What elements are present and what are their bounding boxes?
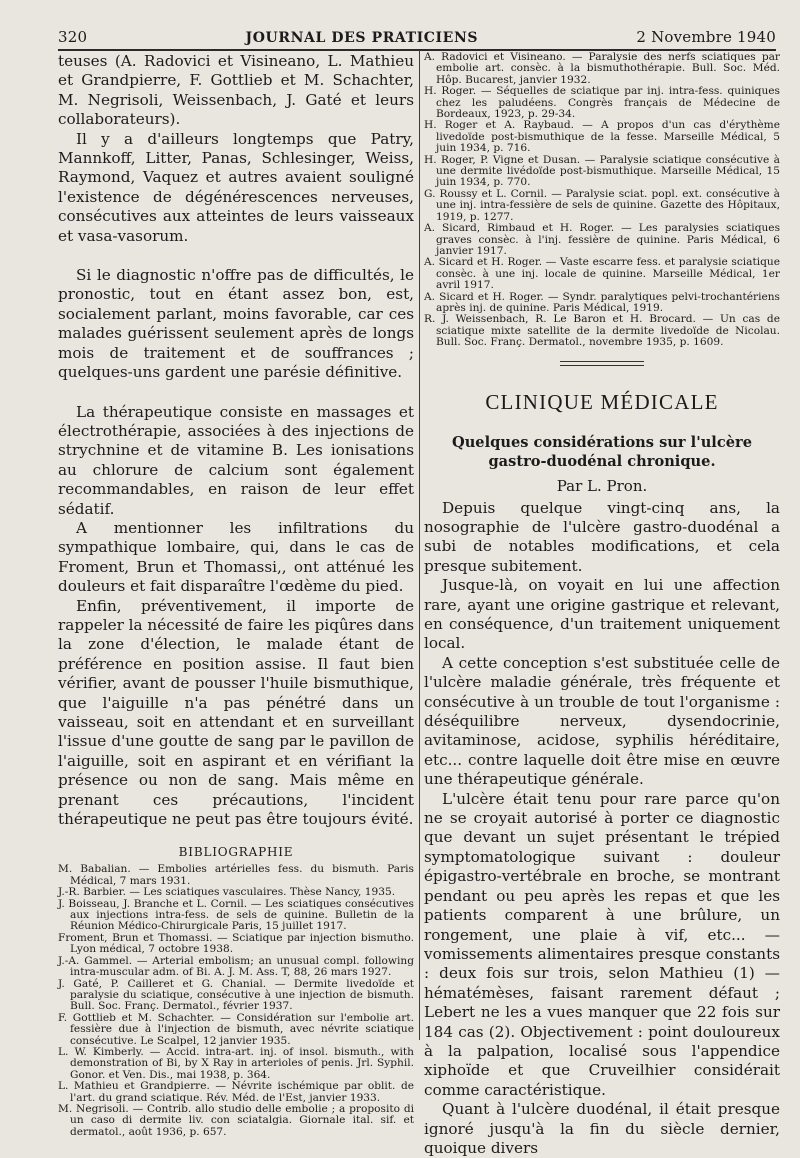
paragraph: teuses (A. Radovici et Visineano, L. Mathieu et Grandpierre, F. Gottlieb et M. Schachter, M. Negrisoli, Weissenbach, J. Gaté et leurs collaborateurs).	[58, 52, 414, 129]
right-column	[424, 52, 780, 1158]
bibliography-entry: A. Radovici et Visineano. — Paralysie des nerfs sciatiques par embolie art. consèc. à la bismuthothérapie. Bull. Soc. Méd. Hôp. Bucarest, janvier 1932.	[424, 51, 780, 86]
page-header	[58, 20, 776, 51]
bibliography-entry: J. Gaté, P. Cailleret et G. Chanial. — Dermite livedoïde et paralysie du sciatique, consécutive à une injection de bismuth. Bull. Soc. Franç. Dermatol., février 1937.	[58, 977, 414, 1013]
bibliography-list-continued	[424, 52, 780, 349]
paragraph: La thérapeutique consiste en massages et électrothérapie, associées à des injections de strychnine et de vitamine B. Les ionisations au chlorure de calcium sont également recommandables, en raison de leur effet sédatif.	[58, 402, 414, 518]
bibliography-entry: J.-A. Gammel. — Arterial embolism; an unusual compl. following intra-muscular adm. of Bi. A. J. M. Ass. T, 88, 26 mars 1927.	[58, 954, 414, 979]
issue-date: 2 Novembre 1940	[636, 28, 776, 46]
bibliography-entry: F. Gottlieb et M. Schachter. — Considération sur l'embolie art. fessière due à l'injection de bismuth, avec névrite sciatique consécutive. Le Scalpel, 12 janvier 1935.	[58, 1011, 414, 1047]
journal-title: JOURNAL DES PRATICIENS	[245, 30, 479, 46]
article-title: Quelques considérations sur l'ulcère gastro-duodénal chronique.	[451, 433, 752, 470]
bibliography-entry: R. J. Weissenbach, R. Le Baron et H. Brocard. — Un cas de sciatique mixte satellite de la dermite livedoïde de Nicolau. Bull. Soc. Franç. Dermatol., novembre 1935, p. 1609.	[424, 313, 780, 349]
bibliography-entry: H. Roger et A. Raybaud. — A propos d'un cas d'érythème livedoïde post-bismuthique de la fesse. Marseille Médical, 5 juin 1934, p. 716.	[424, 119, 780, 155]
paragraph: Quant à l'ulcère duodénal, il était presque ignoré jusqu'à la fin du siècle dernier, quoique divers	[424, 1100, 780, 1157]
bibliography-entry: L. Mathieu et Grandpierre. — Névrite ischémique par oblit. de l'art. du grand sciatique. Rév. Méd. de l'Est, janvier 1933.	[58, 1080, 414, 1104]
paragraph: Depuis quelque vingt-cinq ans, la nosographie de l'ulcère gastro-duodénal a subi de notables modifications, et cela presque subitement.	[424, 498, 780, 575]
paragraph: L'ulcère était tenu pour rare parce qu'on ne se croyait autorisé à porter ce diagnostic que devant un sujet présentant le trépied symptomatologique suivant : douleur épigastro-vertébrale en broche, se montrant pendant ou peu après les repas et que les patients comparent à une brûlure, un rongement, une plaie à vif, etc... — vomissements alimentaires presque constants : deux fois sur trois, selon Mathieu (1) — hématémèses, faisant rarement défaut ; Lebert ne les a vues manquer que 22 fois sur 184 cas (2). Objectivement : point douloureux à la palpation, localisé sous l'appendice xiphoïde et que Cruveilhier considérait comme caractéristique.	[424, 789, 780, 1099]
bibliography-entry: A. Sicard et H. Roger. — Vaste escarre fess. et paralysie sciatique consèc. à une inj. locale de quinine. Marseille Médical, 1er avril 1917.	[424, 256, 780, 292]
bibliography-list	[58, 864, 414, 1138]
bibliography-entry: M. Babalian. — Embolies artérielles fess. du bismuth. Paris Médical, 7 mars 1931.	[58, 863, 414, 887]
section-title: CLINIQUE MÉDICALE	[485, 389, 719, 414]
bibliography-heading: BIBLIOGRAPHIE	[178, 845, 294, 860]
column-divider	[419, 50, 420, 1040]
paragraph: Si le diagnostic n'offre pas de difficultés, le pronostic, tout en étant assez bon, est, socialement parlant, moins favorable, car ces malades guérissent seulement après de longs mois de traitement et de souffrances ; quelques-uns gardent une parésie définitive.	[58, 266, 414, 382]
paragraph: A cette conception s'est substituée celle de l'ulcère maladie générale, très fréquente et consécutive à un trouble de tout l'organisme : déséquilibre nerveux, dysendocrinie, avitaminose, acidose, syphilis héréditaire, etc... contre laquelle doit être mise en œuvre une thérapeutique générale.	[424, 653, 780, 789]
bibliography-entry: M. Negrisoli. — Contrib. allo studio delle embolie ; a proposito di un caso di dermite liv. con sciatalgia. Giornale ital. sif. et dermatol., août 1936, p. 657.	[58, 1102, 414, 1138]
bibliography-entry: A. Sicard, Rimbaud et H. Roger. — Les paralysies sciatiques graves consèc. à l'inj. fessière de quinine. Paris Médical, 6 janvier 1917.	[424, 222, 780, 257]
bibliography-entry: H. Roger. — Séquelles de sciatique par inj. intra-fess. quiniques chez les paludéens. Congrès français de Médecine de Bordeaux, 1923, p. 29-34.	[424, 85, 780, 121]
paragraph: Il y a d'ailleurs longtemps que Patry, Mannkoff, Litter, Panas, Schlesinger, Weiss, Raymond, Vaquez et autres avaient souligné l'existence de dégénérescences nerveuses, consécutives aux atteintes de leurs vaisseaux et vasa-vasorum.	[58, 129, 414, 245]
paragraph: A mentionner les infiltrations du sympathique lombaire, qui, dans le cas de Froment, Brun et Thomassi,, ont atténué les douleurs et fait disparaître l'œdème du pied.	[58, 518, 414, 596]
left-column	[58, 52, 414, 1138]
bibliography-entry: H. Roger, P. Vigne et Dusan. — Paralysie sciatique consécutive à une dermite livédoïde post-bismuthique. Marseille Médical, 15 juin 1934, p. 770.	[424, 153, 780, 189]
bibliography-entry: G. Roussy et L. Cornil. — Paralysie sciat. popl. ext. consécutive à une inj. intra-fessière de sels de quinine. Gazette des Hôpitaux, 1919, p. 1277.	[424, 187, 780, 223]
paragraph: Jusque-là, on voyait en lui une affection rare, ayant une origine gastrique et relevant, en conséquence, d'un traitement uniquement local.	[424, 576, 780, 653]
page-number: 320	[58, 28, 88, 46]
bibliography-entry: L. W. Kimberly. — Accid. intra-art. inj. of insol. bismuth., with demonstration of Bi, by X Ray in arterioles of penis. Jrl. Syphil. Gonor. et Ven. Dis., mai 1938, p. 364.	[58, 1045, 414, 1081]
paragraph: Enfin, préventivement, il importe de rappeler la nécessité de faire les piqûres dans la zone d'élection, le malade étant de préférence en position assise. Il faut bien vérifier, avant de pousser l'huile bismuthique, que l'aiguille n'a pas pénétré dans un vaisseau, soit en attendant et en surveillant l'issue d'une goutte de sang par le pavillon de l'aiguille, soit en aspirant et en vérifiant la présence ou non de sang. Mais même en prenant ces précautions, l'incident thérapeutique ne peut pas être toujours évité.	[58, 596, 414, 829]
bibliography-entry: A. Sicard et H. Roger. — Syndr. paralytiques pelvi-trochantériens après inj. de quinine. Paris Médical, 1919.	[424, 290, 780, 314]
bibliography-entry: J. Boisseau, J. Branche et L. Cornil. — Les sciatiques consécutives aux injections intra-fess. de sels de quinine. Bulletin de la Réunion Médico-Chirurgicale Paris, 15 juillet 1917.	[58, 897, 414, 933]
bibliography-entry: Froment, Brun et Thomassi. — Sciatique par injection bismutho. Lyon médical, 7 octobre 1938.	[58, 931, 414, 956]
section-separator	[560, 361, 644, 366]
bibliography-entry: J.-R. Barbier. — Les sciatiques vasculaires. Thèse Nancy, 1935.	[58, 886, 396, 899]
article-byline: Par L. Pron.	[556, 476, 648, 495]
